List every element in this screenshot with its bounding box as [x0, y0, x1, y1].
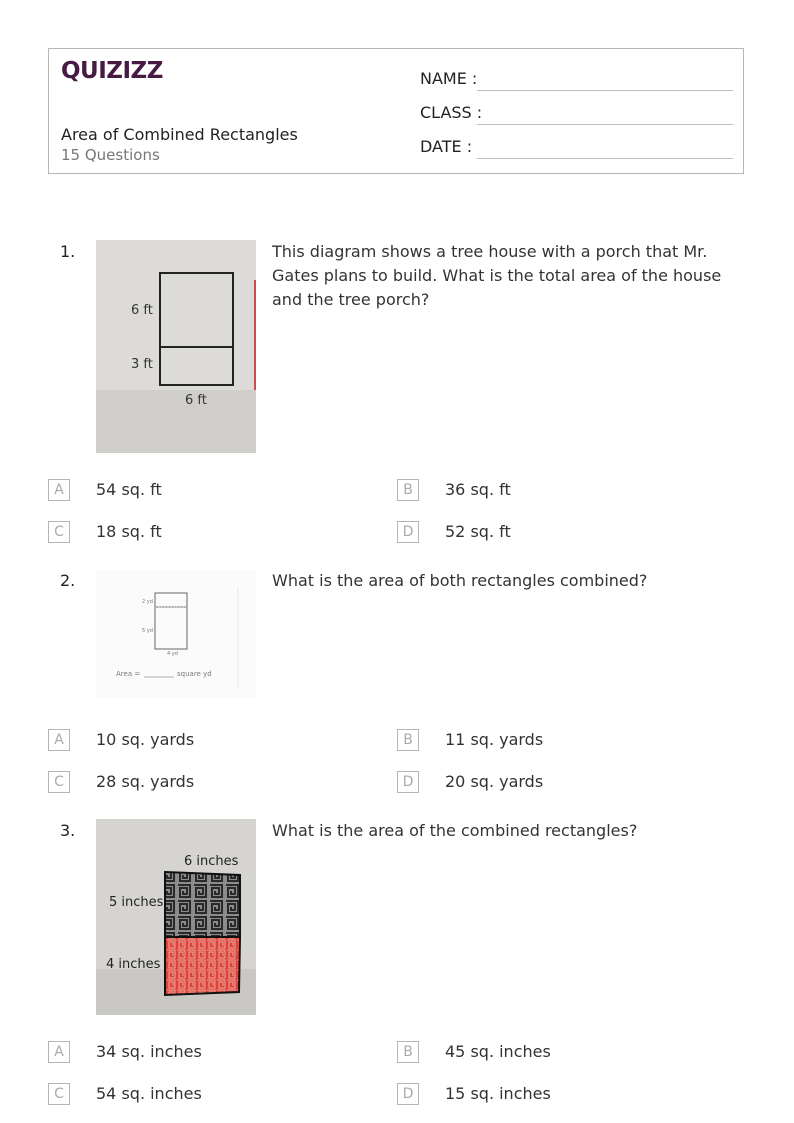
- option-letter-c[interactable]: C: [48, 521, 70, 543]
- date-label: DATE :: [420, 137, 473, 156]
- option-text[interactable]: 34 sq. inches: [96, 1042, 202, 1061]
- option-letter-a[interactable]: A: [48, 479, 70, 501]
- diagram-label: 6 ft: [185, 393, 207, 408]
- option-letter-a[interactable]: A: [48, 1041, 70, 1063]
- option-letter-d[interactable]: D: [397, 1083, 419, 1105]
- diagram-label: Area =: [116, 670, 141, 678]
- option-text[interactable]: 52 sq. ft: [445, 522, 511, 541]
- class-label: CLASS :: [420, 103, 483, 122]
- diagram-label: 4 yd: [167, 651, 178, 657]
- quizizz-logo: QUIZIZZ: [61, 58, 163, 84]
- diagram-label: 4 inches: [106, 957, 161, 972]
- option-letter-b[interactable]: B: [397, 729, 419, 751]
- two-rectangles-diagram: [96, 570, 256, 698]
- question-image: [96, 819, 256, 1015]
- question-image: [96, 570, 256, 698]
- option-text[interactable]: 18 sq. ft: [96, 522, 162, 541]
- question-number: 1.: [60, 242, 76, 261]
- option-text[interactable]: 45 sq. inches: [445, 1042, 551, 1061]
- date-field[interactable]: [420, 137, 733, 161]
- option-letter-c[interactable]: C: [48, 771, 70, 793]
- question-text: What is the area of both rectangles combined?: [272, 571, 648, 590]
- class-field[interactable]: [420, 103, 733, 127]
- option-letter-c[interactable]: C: [48, 1083, 70, 1105]
- question-count: 15 Questions: [61, 146, 160, 164]
- diagram-label: 5 yd: [142, 628, 153, 634]
- option-text[interactable]: 36 sq. ft: [445, 480, 511, 499]
- diagram-label: 5 inches: [109, 895, 164, 910]
- diagram-label: 6 inches: [184, 854, 239, 869]
- option-letter-d[interactable]: D: [397, 521, 419, 543]
- diagram-label: 2 yd: [142, 599, 153, 605]
- option-text[interactable]: 54 sq. ft: [96, 480, 162, 499]
- option-letter-a[interactable]: A: [48, 729, 70, 751]
- question-text: What is the area of the combined rectangles?: [272, 821, 638, 840]
- diagram-label: 6 ft: [131, 303, 153, 318]
- option-text[interactable]: 20 sq. yards: [445, 772, 544, 791]
- name-line[interactable]: [477, 90, 733, 91]
- name-field[interactable]: [420, 69, 733, 93]
- question-number: 3.: [60, 821, 76, 840]
- option-text[interactable]: 28 sq. yards: [96, 772, 195, 791]
- question-number: 2.: [60, 571, 76, 590]
- diagram-label: 3 ft: [131, 357, 153, 372]
- option-text[interactable]: 54 sq. inches: [96, 1084, 202, 1103]
- option-text[interactable]: 15 sq. inches: [445, 1084, 551, 1103]
- question-image: [96, 240, 256, 453]
- option-letter-b[interactable]: B: [397, 1041, 419, 1063]
- tree-house-diagram: [96, 240, 256, 453]
- option-text[interactable]: 11 sq. yards: [445, 730, 544, 749]
- option-letter-d[interactable]: D: [397, 771, 419, 793]
- date-line[interactable]: [477, 158, 733, 159]
- worksheet-header: [48, 48, 744, 174]
- name-label: NAME :: [420, 69, 478, 88]
- class-line[interactable]: [477, 124, 733, 125]
- patterned-rectangles-diagram: [96, 819, 256, 1015]
- question-text: This diagram shows a tree house with a porch that Mr. Gates plans to build. What is the total area of the house and the tree porch?: [272, 242, 722, 309]
- worksheet-title: Area of Combined Rectangles: [61, 125, 298, 144]
- diagram-label: square yd: [177, 670, 212, 678]
- option-letter-b[interactable]: B: [397, 479, 419, 501]
- option-text[interactable]: 10 sq. yards: [96, 730, 195, 749]
